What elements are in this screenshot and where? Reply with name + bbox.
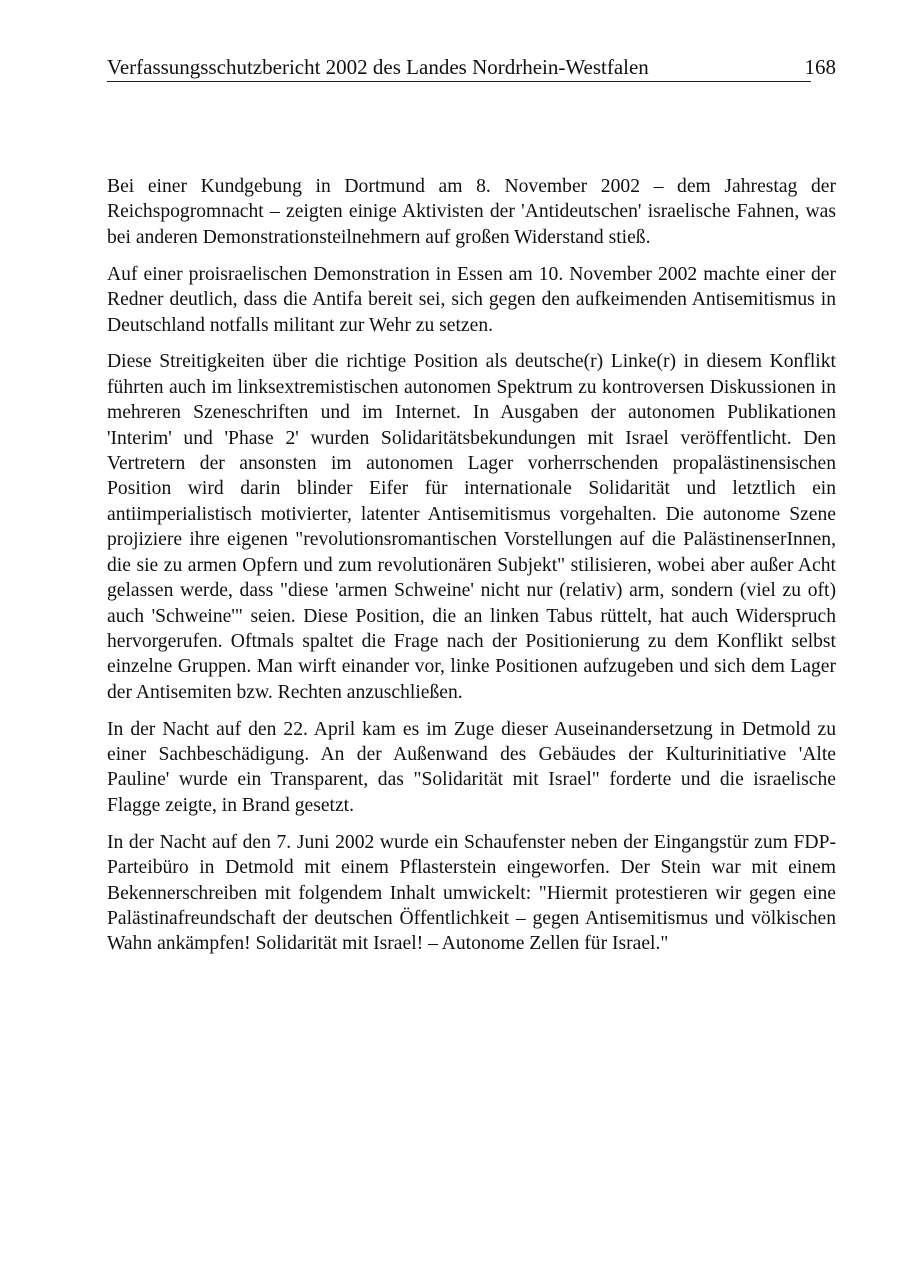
paragraph-sachbeschaedigung-detmold: In der Nacht auf den 22. April kam es im Zuge dieser Auseinandersetzung in Detmold zu einer Sachbeschädigung. An der Außenwand des Gebäudes der Kulturinitiative 'Alte Pauline' wurde ein Transparent, das "Solidarität mit Israel" forderte und die israelische Flagge zeigte, in Brand gesetzt. <box>107 718 836 816</box>
body-text <box>107 174 836 968</box>
paragraph-kundgebung-dortmund: Bei einer Kundgebung in Dortmund am 8. November 2002 – dem Jahrestag der Reichspogromnacht – zeigten einige Aktivisten der 'Antideutschen' israelische Fahnen, was bei anderen Demonstrationsteilnehmern auf großen Widerstand stieß. <box>107 176 836 248</box>
page-number: 168 <box>804 55 836 79</box>
header-rule <box>107 81 811 82</box>
paragraph-streitigkeiten: Diese Streitigkeiten über die richtige Position als deutsche(r) Linke(r) in diesem Konflikt führten auch im linksextremistischen autonomen Spektrum zu kontroversen Diskussionen in mehreren Szeneschriften und im Internet. In Ausgaben der autonomen Publikationen 'Interim' und 'Phase 2' wurden Solidaritätsbekundungen mit Israel veröffentlicht. Den Vertretern der ansonsten im autonomen Lager vorherrschenden propalästinensischen Position wird darin blinder Eifer für internationale Solidarität und letztlich ein antiimperialistisch motivierter, latenter Antisemitismus vorgehalten. Die autonome Szene projiziere ihre eigenen "revolutionsromantischen Vorstellungen auf die PalästinenserInnen, die sie zu armen Opfern und zum revolutionären Subjekt" stilisieren, wobei aber außer Acht gelassen werde, dass "diese 'armen Schweine' nicht nur (relativ) arm, sondern (viel zu oft) auch 'Schweine'" seien. Diese Position, die an linken Tabus rüttelt, hat auch Widerspruch hervorgerufen. Oftmals spaltet die Frage nach der Positionierung zu dem Konflikt selbst einzelne Gruppen. Man wirft einander vor, linke Positionen aufzugeben und sich dem Lager der Antisemiten bzw. Rechten anzuschließen. <box>107 351 836 703</box>
page-header <box>107 54 836 82</box>
paragraph-schaufenster-detmold: In der Nacht auf den 7. Juni 2002 wurde ein Schaufenster neben der Eingangstür zum FDP-Parteibüro in Detmold mit einem Pflasterstein eingeworfen. Der Stein war mit einem Bekennerschreiben mit folgendem Inhalt umwickelt: "Hiermit protestieren wir gegen eine Palästinafreundschaft der deutschen Öffentlichkeit – gegen Antisemitismus und völkischen Wahn ankämpfen! Solidarität mit Israel! – Autonome Zellen für Israel." <box>107 831 836 955</box>
paragraph-demonstration-essen: Auf einer proisraelischen Demonstration in Essen am 10. November 2002 machte einer der Redner deutlich, dass die Antifa bereit sei, sich gegen den aufkeimenden Antisemitismus in Deutschland notfalls militant zur Wehr zu setzen. <box>107 263 836 336</box>
header-title: Verfassungsschutzbericht 2002 des Landes Nordrhein-Westfalen <box>107 55 649 79</box>
